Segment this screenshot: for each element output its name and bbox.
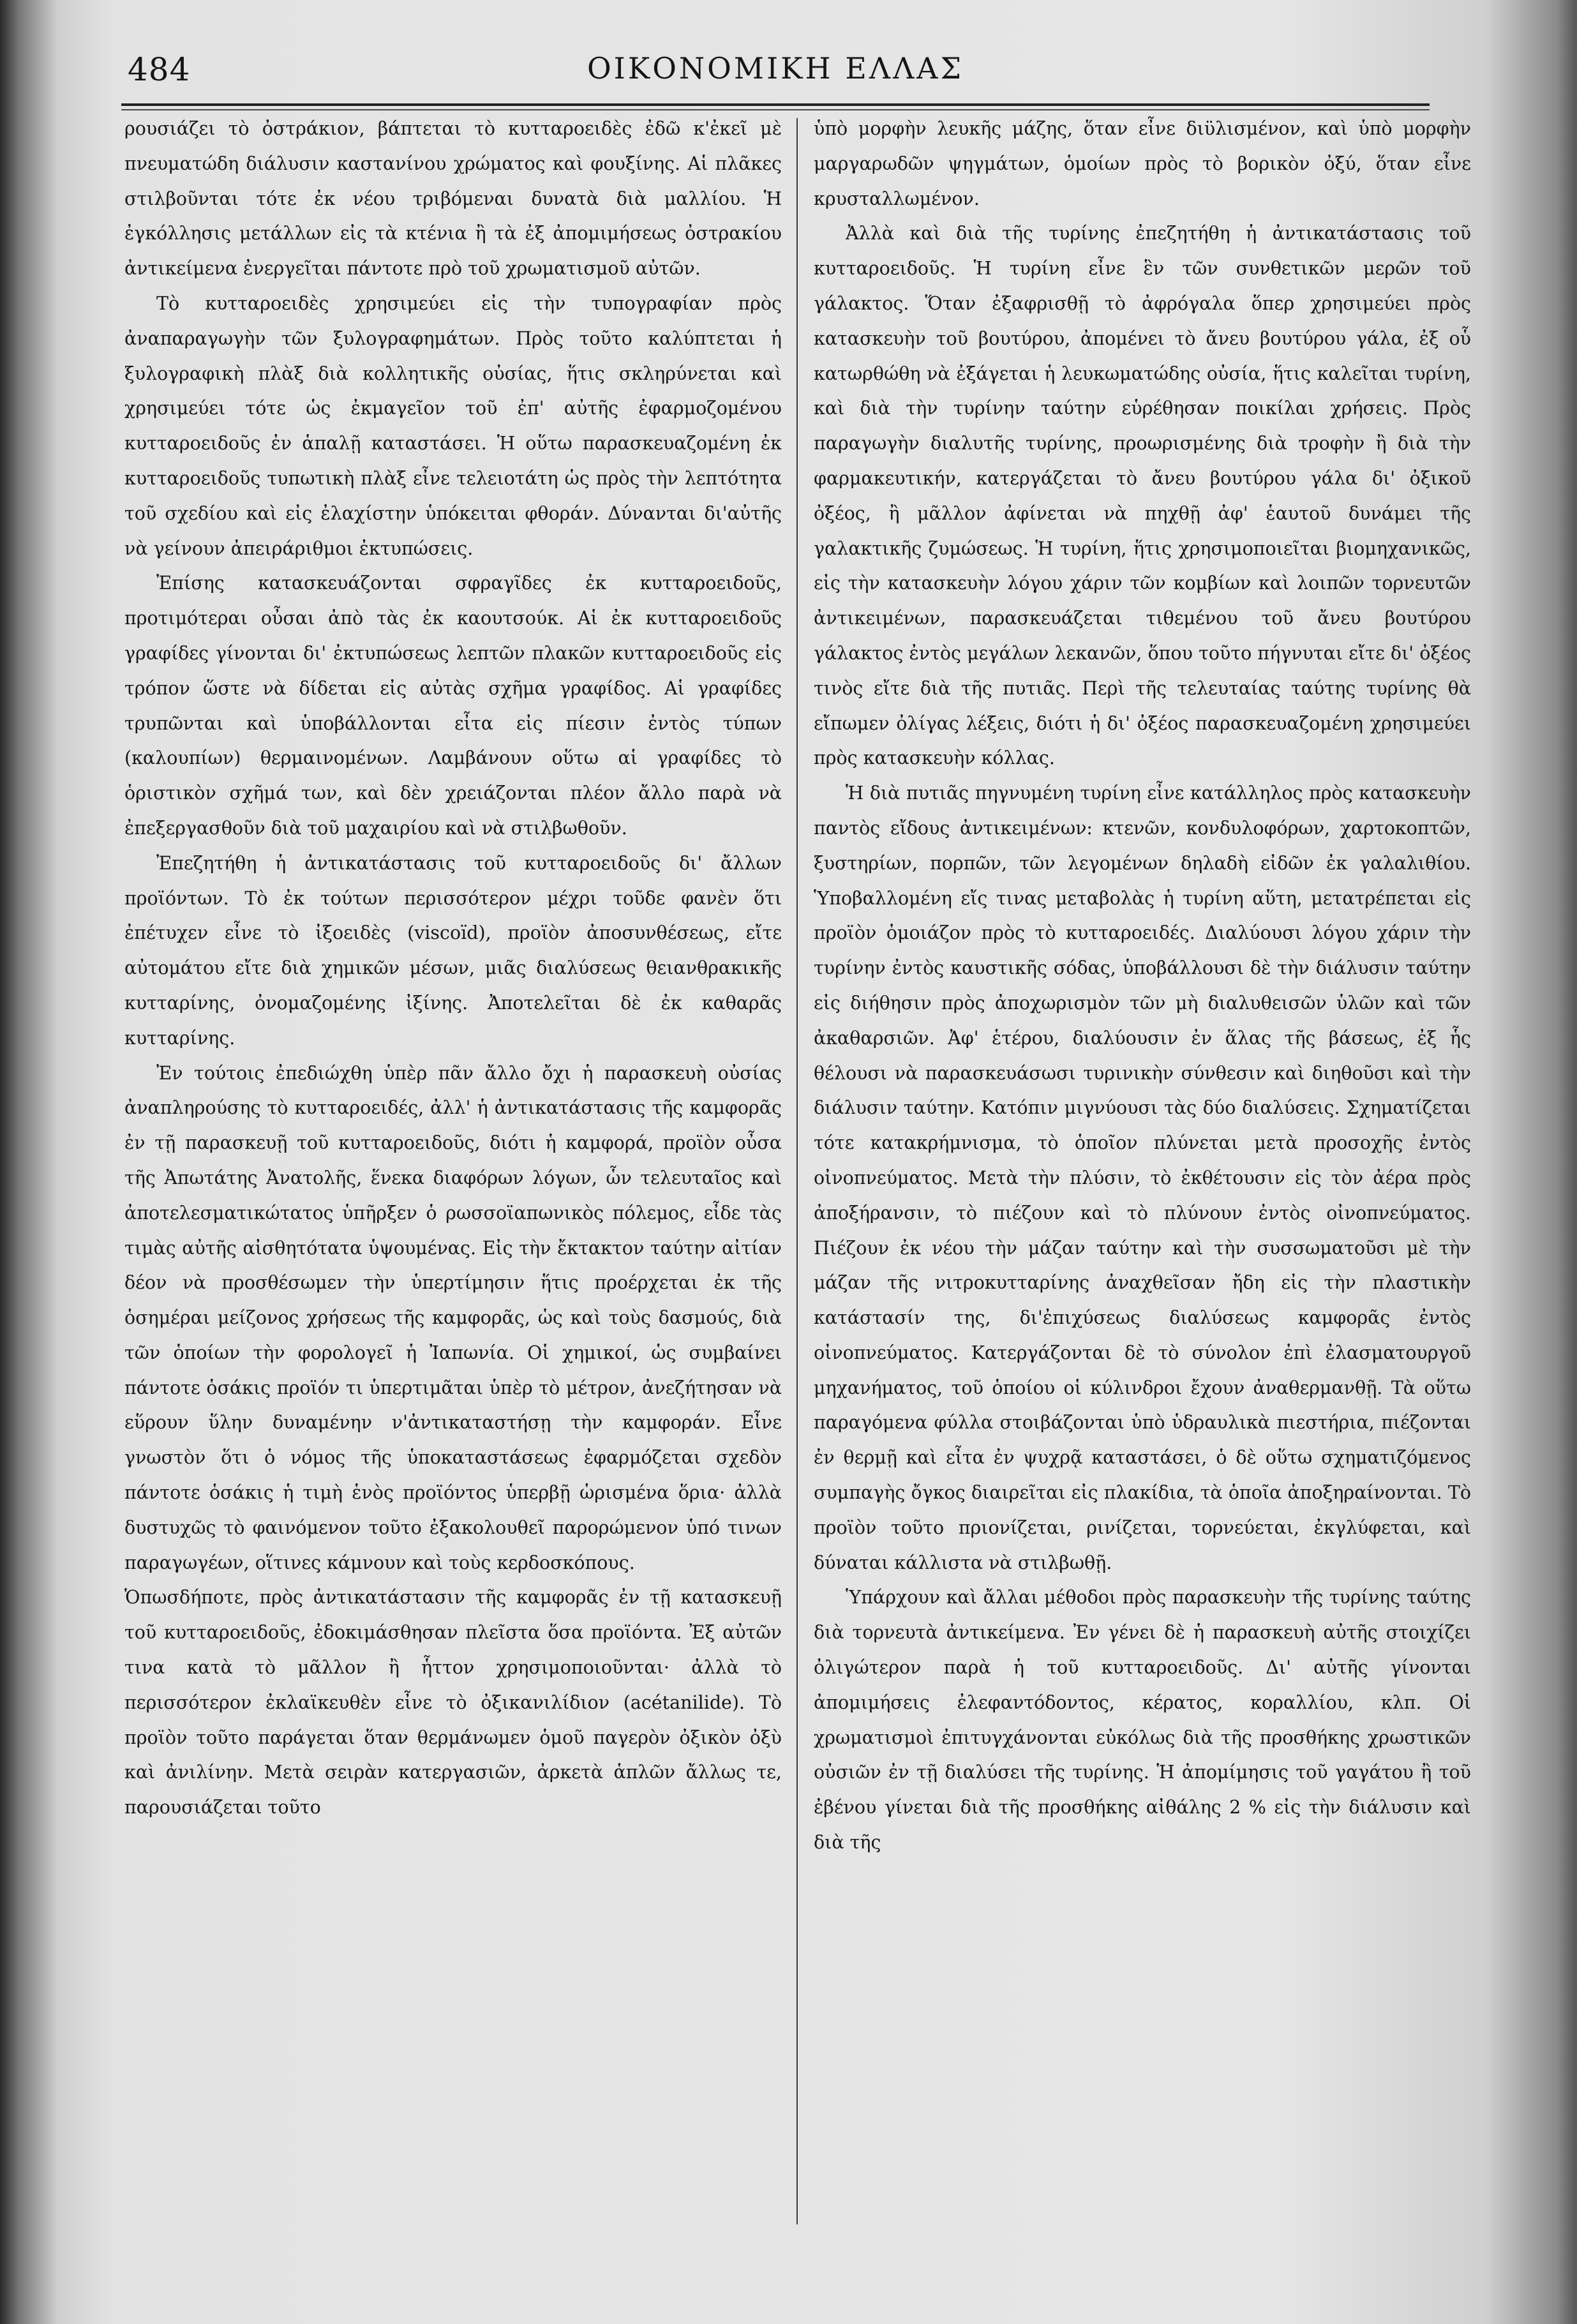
- header-rule: [121, 103, 1430, 106]
- page-header: [128, 51, 1423, 96]
- right-column: [814, 112, 1471, 2237]
- paragraph: Ἡ διὰ πυτιᾶς πηγνυμένη τυρίνη εἶνε κατάλληλος πρὸς κατασκευὴν παντὸς εἴδους ἀντικειμένων: κτενῶν, κονδυλοφόρων, χαρτοκοπτῶν, ξυστηρίων, πορπῶν, τῶν λεγομένων δηλαδὴ εἰδῶν ἐκ γαλαλιθίου. Ὑποβαλλομένη εἴς τινας μεταβολὰς ἡ τυρίνη αὕτη, μετατρέπεται εἰς προϊὸν ὁμοιάζον πρὸς τὸ κυτταροειδές. Διαλύουσι λόγου χάριν τὴν τυρίνην ἐντὸς καυστικῆς σόδας, ὑποβάλλουσι δὲ τὴν διάλυσιν ταύτην εἰς διήθησιν πρὸς ἀποχωρισμὸν τῶν μὴ διαλυθεισῶν ὑλῶν καὶ τῶν ἀκαθαρσιῶν. Ἀφ' ἑτέρου, διαλύουσιν ἐν ἅλας τῆς βάσεως, ἐξ ἧς θέλουσι νὰ παρασκευάσωσι τυρινικὴν σύνθεσιν καὶ διηθοῦσι καὶ τὴν διάλυσιν ταύτην. Κατόπιν μιγνύουσι τὰς δύο διαλύσεις. Σχηματίζεται τότε κατακρήμνισμα, τὸ ὁποῖον πλύνεται μετὰ προσοχῆς ἐντὸς οἰνοπνεύματος. Μετὰ τὴν πλύσιν, τὸ ἐκθέτουσιν εἰς τὸν ἀέρα πρὸς ἀποξήρανσιν, τὸ πιέζουν καὶ τὸ πλύνουν ἐντὸς οἰνοπνεύματος. Πιέζουν ἐκ νέου τὴν μάζαν ταύτην καὶ τὴν συσσωματοῦσι μὲ τὴν μάζαν τῆς νιτροκυτταρίνης ἀναχθεῖσαν ἤδη εἰς τὴν πλαστικὴν κατάστασίν της, δι'ἐπιχύσεως διαλύσεως καμφορᾶς ἐντὸς οἰνοπνεύματος. Κατεργάζονται δὲ τὸ σύνολον ἐπὶ ἐλασματουργοῦ μηχανήματος, τοῦ ὁποίου οἱ κύλινδροι ἔχουν ἀναθερμανθῇ. Τὰ οὕτω παραγόμενα φύλλα στοιβάζονται ὑπὸ ὑδραυλικὰ πιεστήρια, πιέζονται ἐν θερμῇ καὶ εἶτα ἐν ψυχρᾷ καταστάσει, ὁ δὲ οὕτω σχηματιζόμενος συμπαγὴς ὄγκος διαιρεῖται εἰς πλακίδια, τὰ ὁποῖα ἀποξηραίνονται. Τὸ προϊὸν τοῦτο πριονίζεται, ρινίζεται, τορνεύεται, ἐκγλύφεται, καὶ δύναται κάλλιστα νὰ στιλβωθῇ.: [814, 783, 1471, 1573]
- paragraph: ὑπὸ μορφὴν λευκῆς μάζης, ὅταν εἶνε διϋλισμένον, καὶ ὑπὸ μορφὴν μαργαρωδῶν ψηγμάτων, ὁμοίων πρὸς τὸ βορικὸν ὀξύ, ὅταν εἶνε κρυσταλλωμένον.: [814, 118, 1471, 209]
- paragraph: Τὸ κυτταροειδὲς χρησιμεύει εἰς τὴν τυπογραφίαν πρὸς ἀναπαραγωγὴν τῶν ξυλογραφημάτων. Πρὸς τοῦτο καλύπτεται ἡ ξυλογραφικὴ πλὰξ διὰ κολλητικῆς οὐσίας, ἥτις σκληρύνεται καὶ χρησιμεύει τότε ὡς ἐκμαγεῖον τοῦ ἐπ' αὐτῆς ἐφαρμοζομένου κυτταροειδοῦς ἐν ἁπαλῇ καταστάσει. Ἡ οὕτω παρασκευαζομένη ἐκ κυτταροειδοῦς τυπωτικὴ πλὰξ εἶνε τελειοτάτη ὡς πρὸς τὴν λεπτότητα τοῦ σχεδίου καὶ εἰς ἐλαχίστην ὑπόκειται φθοράν. Δύνανται δι'αὐτῆς νὰ γείνουν ἀπειράριθμοι ἐκτυπώσεις.: [124, 292, 782, 559]
- paragraph: ρουσιάζει τὸ ὀστράκιον, βάπτεται τὸ κυτταροειδὲς ἐδῶ κ'ἐκεῖ μὲ πνευματώδη διάλυσιν καστανίνου χρώματος καὶ φουξίνης. Αἱ πλᾶκες στιλβοῦνται τότε ἐκ νέου τριβόμεναι δυνατὰ διὰ μαλλίου. Ἡ ἐγκόλλησις μετάλλων εἰς τὰ κτένια ἢ τὰ ἐξ ἀπομιμήσεως ὀστρακίου ἀντικείμενα ἐνεργεῖται πάντοτε πρὸ τοῦ χρωματισμοῦ αὐτῶν.: [124, 118, 782, 280]
- paragraph: Ὑπάρχουν καὶ ἄλλαι μέθοδοι πρὸς παρασκευὴν τῆς τυρίνης ταύτης διὰ τορνευτὰ ἀντικείμενα. Ἐν γένει δὲ ἡ παρασκευὴ αὐτῆς στοιχίζει ὀλιγώτερον παρὰ ἡ τοῦ κυτταροειδοῦς. Δι' αὐτῆς γίνονται ἀπομιμήσεις ἐλεφαντόδοντος, κέρατος, κοραλλίου, κλπ. Οἱ χρωματισμοὶ ἐπιτυγχάνονται εὐκόλως διὰ τῆς προσθήκης χρωστικῶν οὐσιῶν ἐν τῇ διαλύσει τῆς τυρίνης. Ἡ ἀπομίμησις τοῦ γαγάτου ἢ τοῦ ἐβένου γίνεται διὰ τῆς προσθήκης αἰθάλης 2 % εἰς τὴν διάλυσιν καὶ διὰ τῆς: [814, 1587, 1471, 1854]
- left-column: [124, 112, 782, 2237]
- column-divider: [796, 118, 798, 2224]
- header-rule-thin: [121, 109, 1430, 110]
- paragraph: Ἀλλὰ καὶ διὰ τῆς τυρίνης ἐπεζητήθη ἡ ἀντικατάστασις τοῦ κυτταροειδοῦς. Ἡ τυρίνη εἶνε ἓν τῶν συνθετικῶν μερῶν τοῦ γάλακτος. Ὅταν ἐξαφρισθῇ τὸ ἀφρόγαλα ὅπερ χρησιμεύει πρὸς κατασκευὴν τοῦ βουτύρου, ἀπομένει τὸ ἄνευ βουτύρου γάλα, ἐξ οὗ κατωρθώθη νὰ ἐξάγεται ἡ λευκωματώδης οὐσία, ἥτις καλεῖται τυρίνη, καὶ διὰ τὴν τυρίνην ταύτην εὑρέθησαν ποικίλαι χρήσεις. Πρὸς παραγωγὴν διαλυτῆς τυρίνης, προωρισμένης διὰ τροφὴν ἢ διὰ τὴν φαρμακευτικήν, κατεργάζεται τὸ ἄνευ βουτύρου γάλα δι' ὀξικοῦ ὀξέος, ἢ μᾶλλον ἀφίνεται νὰ πηχθῇ ἀφ' ἑαυτοῦ δυνάμει τῆς γαλακτικῆς ζυμώσεως. Ἡ τυρίνη, ἥτις χρησιμοποιεῖται βιομηχανικῶς, εἰς τὴν κατασκευὴν λόγου χάριν τῶν κομβίων καὶ λοιπῶν τορνευτῶν ἀντικειμένων, παρασκευάζεται τιθεμένου τοῦ ἄνευ βουτύρου γάλακτος ἐντὸς μεγάλων λεκανῶν, ὅπου τοῦτο πήγνυται εἴτε δι' ὀξέος τινὸς εἴτε διὰ τῆς πυτιᾶς. Περὶ τῆς τελευταίας ταύτης τυρίνης θὰ εἴπωμεν ὀλίγας λέξεις, διότι ἡ δι' ὀξέος παρασκευαζομένη χρησιμεύει πρὸς κατασκευὴν κόλλας.: [814, 223, 1471, 769]
- paragraph: Ἐπεζητήθη ἡ ἀντικατάστασις τοῦ κυτταροειδοῦς δι' ἄλλων προϊόντων. Τὸ ἐκ τούτων περισσότερον μέχρι τοῦδε φανὲν ὅτι ἐπέτυχεν εἶνε τὸ ἰξοειδὲς (viscoïd), προϊὸν ἀποσυνθέσεως, εἴτε αὐτομάτου εἴτε διὰ χημικῶν μέσων, μιᾶς διαλύσεως θειανθρακικῆς κυτταρίνης, ὀνομαζομένης ἰξίνης. Ἀποτελεῖται δὲ ἐκ καθαρᾶς κυτταρίνης.: [124, 852, 782, 1049]
- paragraph: Ἐπίσης κατασκευάζονται σφραγῖδες ἐκ κυτταροειδοῦς, προτιμότεραι οὖσαι ἀπὸ τὰς ἐκ καουτσούκ. Αἱ ἐκ κυτταροειδοῦς γραφίδες γίνονται δι' ἐκτυπώσεως λεπτῶν πλακῶν κυτταροειδοῦς εἰς τρόπον ὥστε νὰ δίδεται εἰς αὐτὰς σχῆμα γραφίδος. Αἱ γραφίδες τρυπῶνται καὶ ὑποβάλλονται εἶτα εἰς πίεσιν ἐντὸς τύπων (καλουπίων) θερμαινομένων. Λαμβάνουν οὕτω αἱ γραφίδες τὸ ὁριστικὸν σχῆμά των, καὶ δὲν χρειάζονται πλέον ἄλλο παρὰ νὰ ἐπεξεργασθοῦν διὰ τοῦ μαχαιρίου καὶ νὰ στιλβωθοῦν.: [124, 573, 782, 839]
- paragraph: Ἐν τούτοις ἐπεδιώχθη ὑπὲρ πᾶν ἄλλο ὄχι ἡ παρασκευὴ οὐσίας ἀναπληρούσης τὸ κυτταροειδές, ἀλλ' ἡ ἀντικατάστασις τῆς καμφορᾶς ἐν τῇ παρασκευῇ τοῦ κυτταροειδοῦς, διότι ἡ καμφορά, προϊὸν οὖσα τῆς Ἀπωτάτης Ἀνατολῆς, ἕνεκα διαφόρων λόγων, ὧν τελευταῖος καὶ ἀποτελεσματικώτατος ὑπῆρξεν ὁ ρωσσοϊαπωνικὸς πόλεμος, εἶδε τὰς τιμὰς αὐτῆς αἰσθητότατα ὑψουμένας. Εἰς τὴν ἔκτακτον ταύτην αἰτίαν δέον νὰ προσθέσωμεν τὴν ὑπερτίμησιν ἥτις προέρχεται ἐκ τῆς ὁσημέραι μείζονος χρήσεως τῆς καμφορᾶς, ὡς καὶ τοὺς δασμούς, διὰ τῶν ὁποίων τὴν φορολογεῖ ἡ Ἰαπωνία. Οἱ χημικοί, ὡς συμβαίνει πάντοτε ὁσάκις προϊόν τι ὑπερτιμᾶται ὑπὲρ τὸ μέτρον, ἀνεζήτησαν νὰ εὕρουν ὕλην δυναμένην ν'ἀντικαταστήσῃ τὴν καμφοράν. Εἶνε γνωστὸν ὅτι ὁ νόμος τῆς ὑποκαταστάσεως ἐφαρμόζεται σχεδὸν πάντοτε ὁσάκις ἡ τιμὴ ἑνὸς προϊόντος ὑπερβῇ ὡρισμένα ὅρια· ἀλλὰ δυστυχῶς τὸ φαινόμενον τοῦτο ἐξακολουθεῖ παρορώμενον ὑπό τινων παραγωγέων, οἵτινες κάμνουν καὶ τοὺς κερδοσκόπους.: [124, 1062, 782, 1573]
- page-number: 484: [128, 51, 191, 88]
- paragraph: Ὁπωσδήποτε, πρὸς ἀντικατάστασιν τῆς καμφορᾶς ἐν τῇ κατασκευῇ τοῦ κυτταροειδοῦς, ἐδοκιμάσθησαν πλεῖστα ὅσα προϊόντα. Ἐξ αὐτῶν τινα κατὰ τὸ μᾶλλον ἢ ἧττον χρησιμοποιοῦνται· ἀλλὰ τὸ περισσότερον ἐκλαϊκευθὲν εἶνε τὸ ὀξικανιλίδιον (acétanilide). Τὸ προϊὸν τοῦτο παράγεται ὅταν θερμάνωμεν ὁμοῦ παγερὸν ὀξικὸν ὀξὺ καὶ ἀνιλίνην. Μετὰ σειρὰν κατεργασιῶν, ἀρκετὰ ἁπλῶν ἄλλως τε, παρουσιάζεται τοῦτο: [124, 1587, 782, 1818]
- running-title: ΟΙΚΟΝΟΜΙΚΗ ΕΛΛΑΣ: [587, 51, 964, 86]
